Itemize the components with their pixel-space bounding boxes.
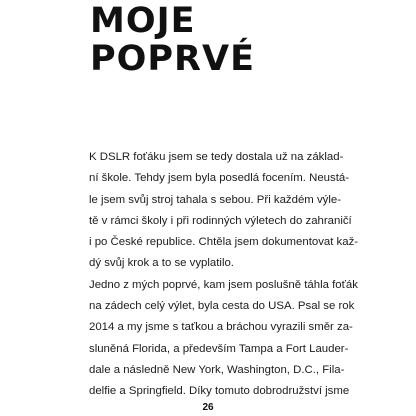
text-line: tě v rámci školy i při rodinných výletech do zahraničí — [89, 214, 352, 227]
chapter-title-line: POPRVÉ — [90, 39, 256, 79]
text-line: K DSLR foťáku jsem se tedy dostala už na základ- — [89, 151, 344, 163]
text-line: Jedno z mých poprvé, kam jsem poslušně táhla foťák — [89, 278, 358, 291]
body-text — [89, 147, 359, 403]
page-number: 26 — [202, 402, 214, 413]
chapter-title — [90, 2, 255, 78]
text-line: delfie a Springfield. Díky tomuto dobrodružství jsme — [89, 385, 350, 398]
text-line: dale a následně New York, Washington, D.C., Fila- — [89, 363, 345, 376]
text-line: i po České republice. Chtěla jsem dokumentovat kaž- — [89, 236, 359, 249]
text-line: sluněná Florida, a především Tampa a Fort Lauder- — [89, 342, 349, 355]
text-line: na zádech celý výlet, byla cesta do USA. Psal se rok — [89, 300, 355, 313]
text-line: 2014 a my jsme s taťkou a bráchou vyrazili směr za- — [89, 321, 353, 334]
text-line: dý svůj krok a to se vyplatilo. — [89, 257, 234, 270]
text-line: ní škole. Tehdy jsem byla posedlá focením. Neustá- — [89, 172, 350, 185]
chapter-title-line: MOJE — [90, 1, 196, 41]
text-line: le jsem svůj stroj tahala s sebou. Při každém výle- — [89, 193, 341, 206]
